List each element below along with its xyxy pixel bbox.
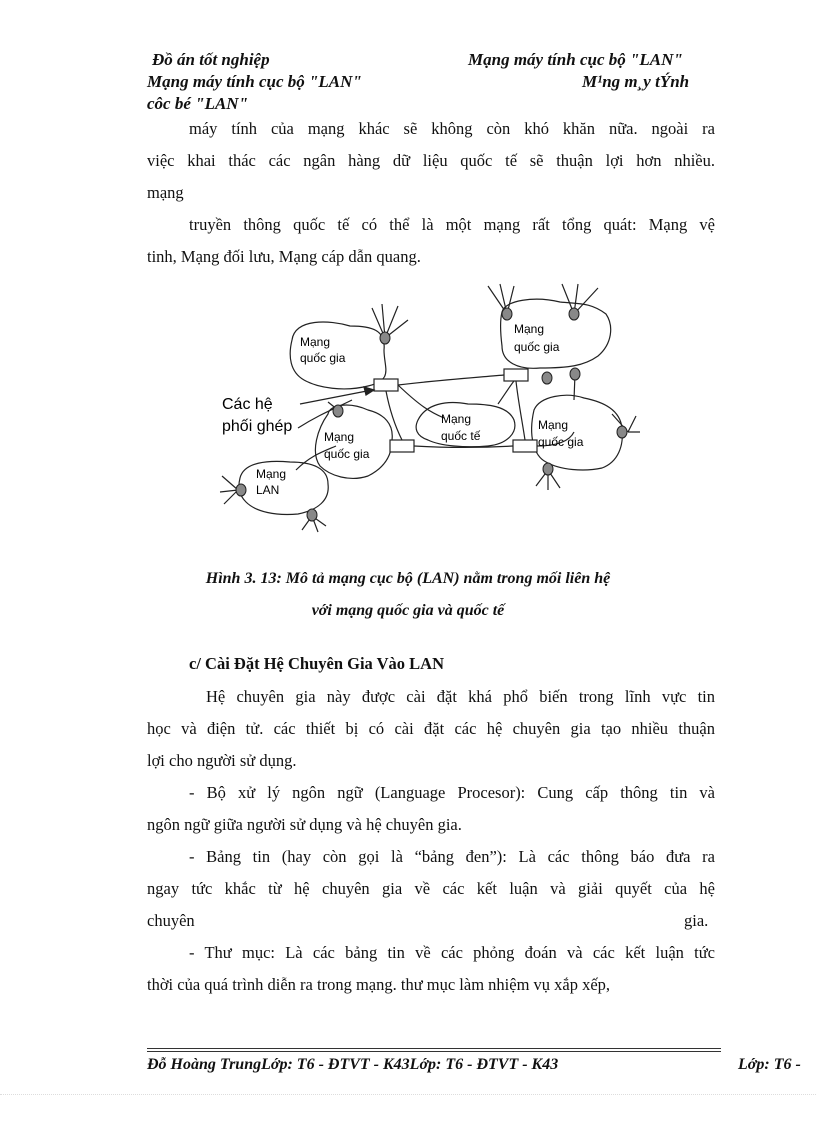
paragraph-line: - Bảng tin (hay còn gọi là “bảng đen”): Là các thông báo đưa ra <box>189 847 715 866</box>
terminal-node <box>617 426 627 438</box>
section-heading: c/ Cài Đặt Hệ Chuyên Gia Vào LAN <box>189 654 444 673</box>
link <box>398 385 444 418</box>
network-cloud-national-4 <box>532 395 623 470</box>
terminal-fan <box>220 476 238 504</box>
paragraph-line-end: gia. <box>684 911 709 930</box>
terminal-node <box>307 509 317 521</box>
coupler-box-2 <box>504 369 528 381</box>
header-title-right: Mạng máy tính cục bộ "LAN" <box>468 50 683 69</box>
terminal-node <box>570 368 580 380</box>
terminal-fan <box>372 304 408 338</box>
paragraph-line: việc khai thác các ngân hàng dữ liệu quốc tế sẽ thuận lợi hơn nhiều. <box>147 151 715 170</box>
node-label: quốc tế <box>441 429 481 443</box>
paragraph-line: ngôn ngữ giữa người sử dụng và hệ chuyên gia. <box>147 815 462 834</box>
link <box>398 375 504 385</box>
link <box>516 381 525 440</box>
header-line3: côc bé "LAN" <box>147 94 249 113</box>
network-diagram <box>0 0 816 560</box>
figure-caption-line2: với mạng quốc gia và quốc tế <box>311 602 505 619</box>
coupler-box-3 <box>390 440 414 452</box>
footer-rule-bottom <box>147 1051 721 1052</box>
node-label: quốc gia <box>538 435 584 449</box>
terminal-node <box>543 463 553 475</box>
footer-author-class: Đỗ Hoàng TrungLớp: T6 - ĐTVT - K43Lớp: T6 - ĐTVT - K43 <box>147 1056 559 1073</box>
node-label: Mạng <box>538 418 569 432</box>
header-subtitle-left: Mạng máy tính cục bộ "LAN" <box>147 72 362 91</box>
figure-caption-line1: Hình 3. 13: Mô tả mạng cục bộ (LAN) nằm trong mối liên hệ <box>205 570 611 587</box>
couplers-label: Các hệ <box>222 396 273 413</box>
page-bottom-divider <box>0 1094 816 1095</box>
terminal-node <box>569 308 579 320</box>
paragraph-line: ngay tức khắc từ hệ chuyên gia về các kết luận và giải quyết của hệ <box>147 879 715 898</box>
paragraph-line: mạng <box>147 183 184 202</box>
node-label: Mạng <box>514 322 545 336</box>
paragraph-line: tinh, Mạng đối lưu, Mạng cáp dẫn quang. <box>147 247 421 266</box>
header-subtitle-right: M¹ng m¸y tÝnh <box>582 72 690 91</box>
terminal-node <box>542 372 552 384</box>
link <box>386 391 402 440</box>
paragraph-line: chuyên <box>147 911 195 930</box>
paragraph-line: Hệ chuyên gia này được cài đặt khá phổ biến trong lĩnh vực tin <box>206 687 715 706</box>
node-label: Mạng <box>300 335 331 349</box>
terminal-fan <box>562 284 598 314</box>
footer-rule-top <box>147 1048 721 1049</box>
node-label: quốc gia <box>514 340 560 354</box>
header-title-left: Đồ án tốt nghiệp <box>152 50 270 69</box>
terminal-node <box>502 308 512 320</box>
coupler-box-4 <box>513 440 537 452</box>
coupler-box-1 <box>374 379 398 391</box>
node-label: quốc gia <box>324 447 370 461</box>
paragraph-line: - Thư mục: Là các bảng tin về các phỏng đoán và các kết luận tức <box>189 943 715 962</box>
couplers-label: phối ghép <box>222 418 293 435</box>
pointer-arrow <box>300 390 372 404</box>
paragraph-line: - Bộ xử lý ngôn ngữ (Language Procesor): Cung cấp thông tin và <box>189 783 715 802</box>
node-label: Mạng <box>256 467 287 481</box>
node-label: Mạng <box>324 430 355 444</box>
link <box>498 381 514 404</box>
paragraph-line: học và điện tử. các thiết bị có cài đặt các hệ chuyên gia tạo nhiều thuận <box>147 719 715 738</box>
paragraph-line: truyền thông quốc tế có thể là một mạng rất tổng quát: Mạng vệ <box>189 215 715 234</box>
terminal-node <box>333 405 343 417</box>
node-label: LAN <box>256 483 280 497</box>
node-label: quốc gia <box>300 351 346 365</box>
terminal-node <box>380 332 390 344</box>
paragraph-line: lợi cho người sử dụng. <box>147 751 297 770</box>
node-label: Mạng <box>441 412 472 426</box>
paragraph-line: thời của quá trình diễn ra trong mạng. thư mục làm nhiệm vụ xắp xếp, <box>147 975 611 994</box>
terminal-node <box>236 484 246 496</box>
paragraph-line: máy tính của mạng khác sẽ không còn khó khăn nữa. ngoài ra <box>189 119 715 138</box>
pointer-arrow <box>298 400 352 428</box>
footer-class-right: Lớp: T6 - <box>738 1056 801 1073</box>
